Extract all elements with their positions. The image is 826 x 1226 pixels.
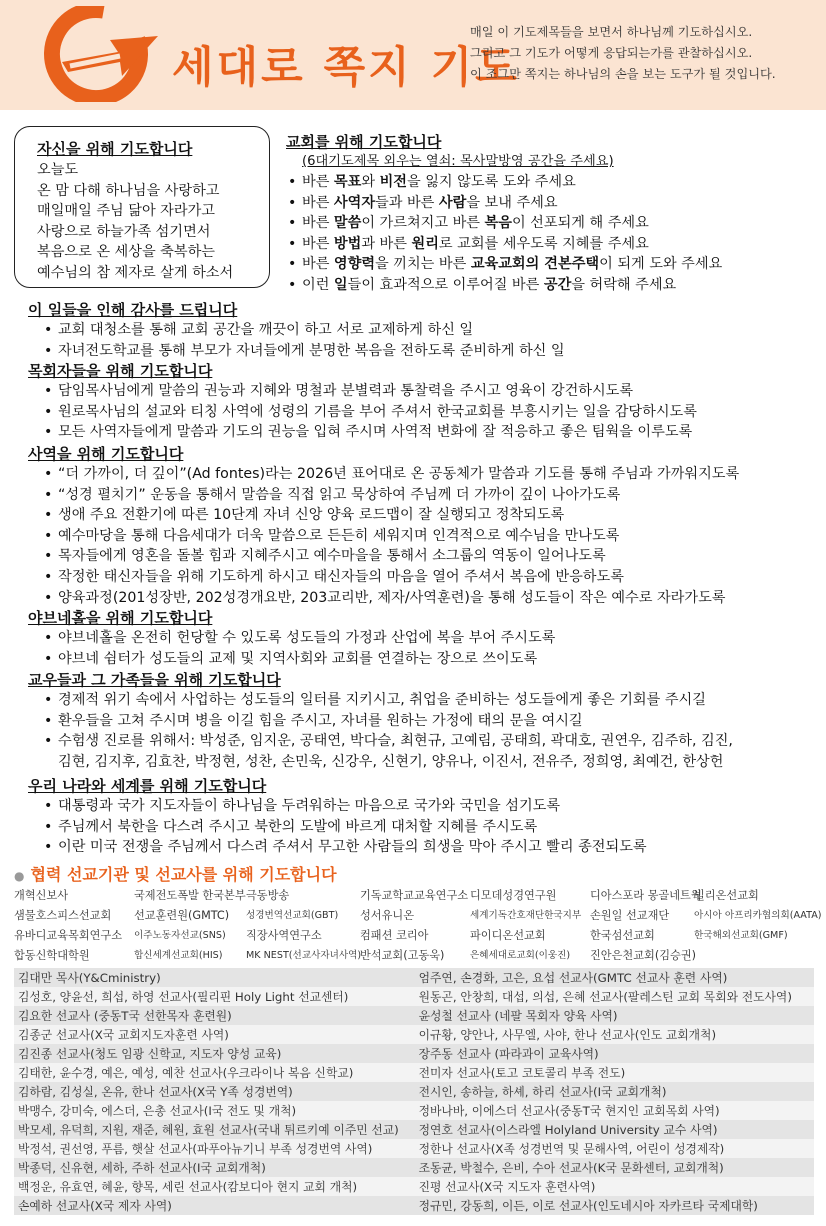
church-item: • 이런 일들이 효과적으로 이루어질 바른 공간을 허락해 주세요: [286, 275, 722, 296]
org-name: MK NEST(선교사자녀사역): [246, 950, 362, 961]
list-item: • 양육과정(201성장반, 202성경개요반, 203교리반, 제자/사역훈련)을 통해 성도들이 작은 예수로 자라가도록: [42, 588, 739, 609]
org-name: 파이디온선교회: [470, 929, 546, 942]
church-item: • 바른 말씀이 가르쳐지고 바른 복음이 선포되게 해 주세요: [286, 213, 722, 234]
intro-line: 이 조그만 쪽지는 하나님의 손을 보는 도구가 될 것입니다.: [470, 67, 776, 81]
org-name: 진안은천교회(김승권): [590, 949, 696, 962]
self-line: 매일매일 주님 닮아 자라가고: [37, 203, 215, 219]
org-name: 성서유니온: [360, 909, 415, 922]
members-section: [28, 670, 733, 772]
church-item: • 바른 방법과 바른 원리로 교회를 세우도록 지혜를 주세요: [286, 234, 722, 255]
thanks-section: [28, 300, 565, 361]
list-item: • 대통령과 국가 지도자들이 하나님을 두려워하는 마음으로 국가와 국민을 섬기도록: [42, 796, 647, 817]
table-row: [14, 1177, 814, 1196]
list-item: • 수험생 진로를 위해서: 박성준, 임지운, 공태연, 박다슬, 최현규, 고예림, 공태희, 곽대호, 권연우, 김주하, 김진,: [42, 731, 733, 752]
table-row: [14, 968, 814, 987]
thanks-title: 이 일들을 인해 감사를 드립니다: [28, 301, 238, 319]
table-row: [14, 1139, 814, 1158]
missionary-cell: 정바나바, 이에스더 선교사(중동T국 현지인 교회목회 사역): [415, 1101, 814, 1120]
org-name: 국제전도폭발 한국본부: [134, 889, 246, 902]
church-item: • 바른 영향력을 끼치는 바른 교육교회의 견본주택이 되게 도와 주세요: [286, 254, 722, 275]
church-item: • 바른 사역자들과 바른 사람을 보내 주세요: [286, 193, 722, 214]
missionary-cell: 진평 선교사(X국 지도자 훈련사역): [415, 1177, 814, 1196]
missionary-cell: 김대만 목사(Y&Cministry): [14, 968, 415, 987]
self-line: 예수님의 참 제자로 살게 하소서: [37, 264, 234, 281]
org-name: 선교훈련원(GMTC): [134, 909, 230, 922]
missionary-cell: 정규민, 강동희, 이든, 이로 선교사(인도네시아 자카르타 국제대학): [415, 1196, 814, 1215]
missionary-cell: 김성호, 양윤선, 희섭, 하영 선교사(필리핀 Holy Light 선교센터): [14, 987, 415, 1006]
org-name: 개혁신보사: [14, 889, 69, 902]
missionary-cell: 손예하 선교사(X국 제자 사역): [14, 1196, 415, 1215]
org-name: 디모데성경연구원: [470, 889, 557, 902]
ministry-section: [28, 444, 739, 608]
nation-list: [28, 796, 647, 858]
missionary-cell: 김종군 선교사(X국 교회지도자훈련 사역): [14, 1025, 415, 1044]
missionary-cell: 백정운, 유효연, 혜윤, 향목, 세린 선교사(캄보디아 현지 교회 개척): [14, 1177, 415, 1196]
members-list: [28, 690, 733, 752]
members-continuation: 김현, 김지후, 김효찬, 박정현, 성찬, 손민욱, 신강우, 신현기, 양유나, 이진서, 전유주, 정희영, 최예건, 한상헌: [58, 753, 724, 770]
nation-title: 우리 나라와 세계를 위해 기도합니다: [28, 777, 267, 795]
church-item: • 바른 목표와 비전을 잃지 않도록 도와 주세요: [286, 172, 722, 193]
pastors-section: [28, 361, 697, 443]
missionary-cell: 김진종 선교사(청도 임광 신학교, 지도자 양성 교육): [14, 1044, 415, 1063]
org-name: 세계기독간호재단한국지부: [470, 910, 582, 921]
list-item: • 예수마당을 통해 다음세대가 더욱 말씀으로 든든히 세워지며 인격적으로 예수님을 만나도록: [42, 526, 739, 547]
table-row: [14, 1082, 814, 1101]
ministry-list: [28, 464, 739, 608]
table-row: [14, 987, 814, 1006]
list-item: • 원로목사님의 설교와 티칭 사역에 성령의 기름을 부어 주셔서 한국교회를 부흥시키는 일을 감당하시도록: [42, 402, 697, 423]
self-title: 자신을 위해 기도합니다: [37, 140, 193, 158]
self-prayer-box: [14, 126, 270, 288]
list-item: • 야브네 쉼터가 성도들의 교제 및 지역사회와 교회를 연결하는 장으로 쓰이도록: [42, 649, 555, 670]
missionary-cell: 조동균, 박철수, 은비, 수아 선교사(K국 문화센터, 교회개척): [415, 1158, 814, 1177]
church-section: [286, 132, 722, 296]
pastors-list: [28, 381, 697, 443]
list-item: • 생애 주요 전환기에 따른 10단계 자녀 신앙 양육 로드맵이 잘 실행되고 정착되도록: [42, 505, 739, 526]
table-row: [14, 1006, 814, 1025]
org-name: 컴패션 코리아: [360, 929, 429, 942]
org-name: 합동신학대학원: [14, 949, 90, 962]
list-item: • 주님께서 북한을 다스려 주시고 북한의 도발에 바르게 대처할 지혜를 주시도록: [42, 817, 647, 838]
missions-title: [14, 862, 337, 885]
missionary-cell: 이규황, 양안나, 사무엘, 사야, 한나 선교사(인도 교회개척): [415, 1025, 814, 1044]
missionary-cell: 엄주연, 손경화, 고은, 요섭 선교사(GMTC 선교사 훈련 사역): [415, 968, 814, 987]
org-name: 반석교회(고동욱): [360, 949, 445, 962]
list-item: • 담임목사님에게 말씀의 권능과 지혜와 명철과 분별력과 통찰력을 주시고 영육이 강건하시도록: [42, 381, 697, 402]
intro-line: 매일 이 기도제목들을 보면서 하나님께 기도하십시오.: [470, 25, 753, 39]
bullet-icon: ●: [14, 869, 25, 883]
yabne-list: [28, 628, 555, 669]
missionary-cell: 박맹수, 강미숙, 에스더, 은총 선교사(I국 전도 및 개척): [14, 1101, 415, 1120]
missionary-cell: 김태한, 윤수경, 예은, 예성, 예찬 선교사(우크라이나 복음 신학교): [14, 1063, 415, 1082]
members-title: 교우들과 그 가족들을 위해 기도합니다: [28, 671, 281, 689]
list-item: • 교회 대청소를 통해 교회 공간을 깨끗이 하고 서로 교제하게 하신 일: [42, 320, 565, 341]
missionary-cell: 장주동 선교사 (파라과이 교육사역): [415, 1044, 814, 1063]
missionary-cell: 김하람, 김성실, 온유, 한나 선교사(X국 Y족 성경번역): [14, 1082, 415, 1101]
org-name: 합신세계선교회(HIS): [134, 950, 223, 961]
intro-line: 그리고 그 기도가 어떻게 응답되는가를 관찰하십시오.: [470, 46, 753, 60]
ministry-title: 사역을 위해 기도합니다: [28, 445, 184, 463]
church-subtitle: (6대기도제목 외우는 열쇠: 목사말방영 공간을 주세요): [302, 154, 614, 169]
missionary-cell: 정한나 선교사(X족 성경번역 및 문해사역, 어린이 성경제작): [415, 1139, 814, 1158]
nation-section: [28, 776, 647, 858]
org-name: 한국섬선교회: [590, 929, 655, 942]
org-name: 아시아 아프리카협의회(AATA): [694, 910, 822, 921]
org-name: 샘물호스피스선교회: [14, 909, 112, 922]
missionary-table: [14, 968, 814, 1215]
org-name: 성경번역선교회(GBT): [246, 910, 339, 921]
list-item: • “성경 펼치기” 운동을 통해서 말씀을 직접 읽고 묵상하여 주님께 더 가까이 깊이 나아가도록: [42, 485, 739, 506]
org-name: 은혜세대로교회(이웅진): [470, 950, 571, 961]
list-item: • 이란 미국 전쟁을 주님께서 다스려 주셔서 무고한 사람들의 희생을 막아 주시고 빨리 종전되도록: [42, 837, 647, 858]
list-item: • 목자들에게 영혼을 돌볼 힘과 지혜주시고 예수마을을 통해서 소그룹의 역동이 일어나도록: [42, 546, 739, 567]
table-row: [14, 1196, 814, 1215]
table-row: [14, 1158, 814, 1177]
list-item: • “더 가까이, 더 깊이”(Ad fontes)라는 2026년 표어대로 온 공동체가 말씀과 기도를 통해 주님과 가까워지도록: [42, 464, 739, 485]
list-item: • 야브네홀을 온전히 헌당할 수 있도록 성도들의 가정과 산업에 복을 부어 주시도록: [42, 628, 555, 649]
yabne-title: 야브네홀을 위해 기도합니다: [28, 609, 213, 627]
org-name: 한국해외선교회(GMF): [694, 930, 788, 941]
brand-title: 세대로 쪽지 기도: [172, 43, 520, 93]
table-row: [14, 1120, 814, 1139]
thanks-list: [28, 320, 565, 361]
self-line: 복음으로 온 세상을 축복하는: [37, 244, 215, 260]
org-name: 디아스포라 몽골네트웍: [590, 889, 702, 902]
church-title: 교회를 위해 기도합니다: [286, 133, 442, 151]
org-name: 극동방송: [246, 889, 290, 902]
church-list: [286, 172, 722, 296]
header-intro: [470, 22, 776, 85]
missionary-cell: 김요한 선교사 (중동T국 선한목자 훈련원): [14, 1006, 415, 1025]
org-name: 빌리온선교회: [694, 889, 759, 902]
header-banner: [0, 0, 826, 110]
table-row: [14, 1025, 814, 1044]
org-grid: [14, 886, 822, 967]
missionary-cell: 정연호 선교사(이스라엘 Holyland University 교수 사역): [415, 1120, 814, 1139]
missionary-cell: 박모세, 유덕희, 지원, 재준, 혜원, 효원 선교사(국내 튀르키예 이주민 선교): [14, 1120, 415, 1139]
list-item: • 작정한 태신자들을 위해 기도하게 하시고 태신자들의 마음을 열어 주셔서 복음에 반응하도록: [42, 567, 739, 588]
org-name: 기독교학교교육연구소: [360, 889, 469, 902]
table-row: [14, 1101, 814, 1120]
missionary-cell: 윤성철 선교사 (네팔 목회자 양육 사역): [415, 1006, 814, 1025]
missionary-cell: 박종덕, 신유현, 세하, 주하 선교사(I국 교회개척): [14, 1158, 415, 1177]
org-name: 유바디교육목회연구소: [14, 929, 123, 942]
list-item: • 자녀전도학교를 통해 부모가 자녀들에게 분명한 복음을 전하도록 준비하게 하신 일: [42, 341, 565, 362]
pastors-title: 목회자들을 위해 기도합니다: [28, 362, 213, 380]
org-name: 직장사역연구소: [246, 929, 322, 942]
table-row: [14, 1063, 814, 1082]
list-item: • 환우들을 고쳐 주시며 병을 이길 힘을 주시고, 자녀를 원하는 가정에 태의 문을 여시길: [42, 711, 733, 732]
self-line: 오늘도: [37, 162, 79, 178]
list-item: • 경제적 위기 속에서 사업하는 성도들의 일터를 지키시고, 취업을 준비하는 성도들에게 좋은 기회를 주시길: [42, 690, 733, 711]
self-line: 사랑으로 하늘가족 섬기면서: [37, 223, 211, 240]
missions-title-text: 협력 선교기관 및 선교사를 위해 기도합니다: [30, 865, 337, 884]
missionary-cell: 전시인, 송하늘, 하셰, 하리 선교사(I국 교회개척): [415, 1082, 814, 1101]
org-name: 손원일 선교재단: [590, 909, 670, 922]
missionary-cell: 원동곤, 안창희, 대섭, 의섭, 은혜 선교사(팔레스틴 교회 목회와 전도사역): [415, 987, 814, 1006]
self-line: 온 맘 다해 하나님을 사랑하고: [37, 182, 220, 199]
missionary-cell: 박정석, 권선영, 푸름, 햇살 선교사(파푸아뉴기니 부족 성경번역 사역): [14, 1139, 415, 1158]
table-row: [14, 1044, 814, 1063]
org-name: 이주노동자선교(SNS): [134, 930, 226, 941]
list-item: • 모든 사역자들에게 말씀과 기도의 권능을 입혀 주시며 사역적 변화에 잘 적응하고 좋은 팀웍을 이루도록: [42, 422, 697, 443]
yabne-section: [28, 608, 555, 669]
missionary-cell: 전미자 선교사(토고 코토콜리 부족 전도): [415, 1063, 814, 1082]
logo-icon: [40, 6, 170, 102]
